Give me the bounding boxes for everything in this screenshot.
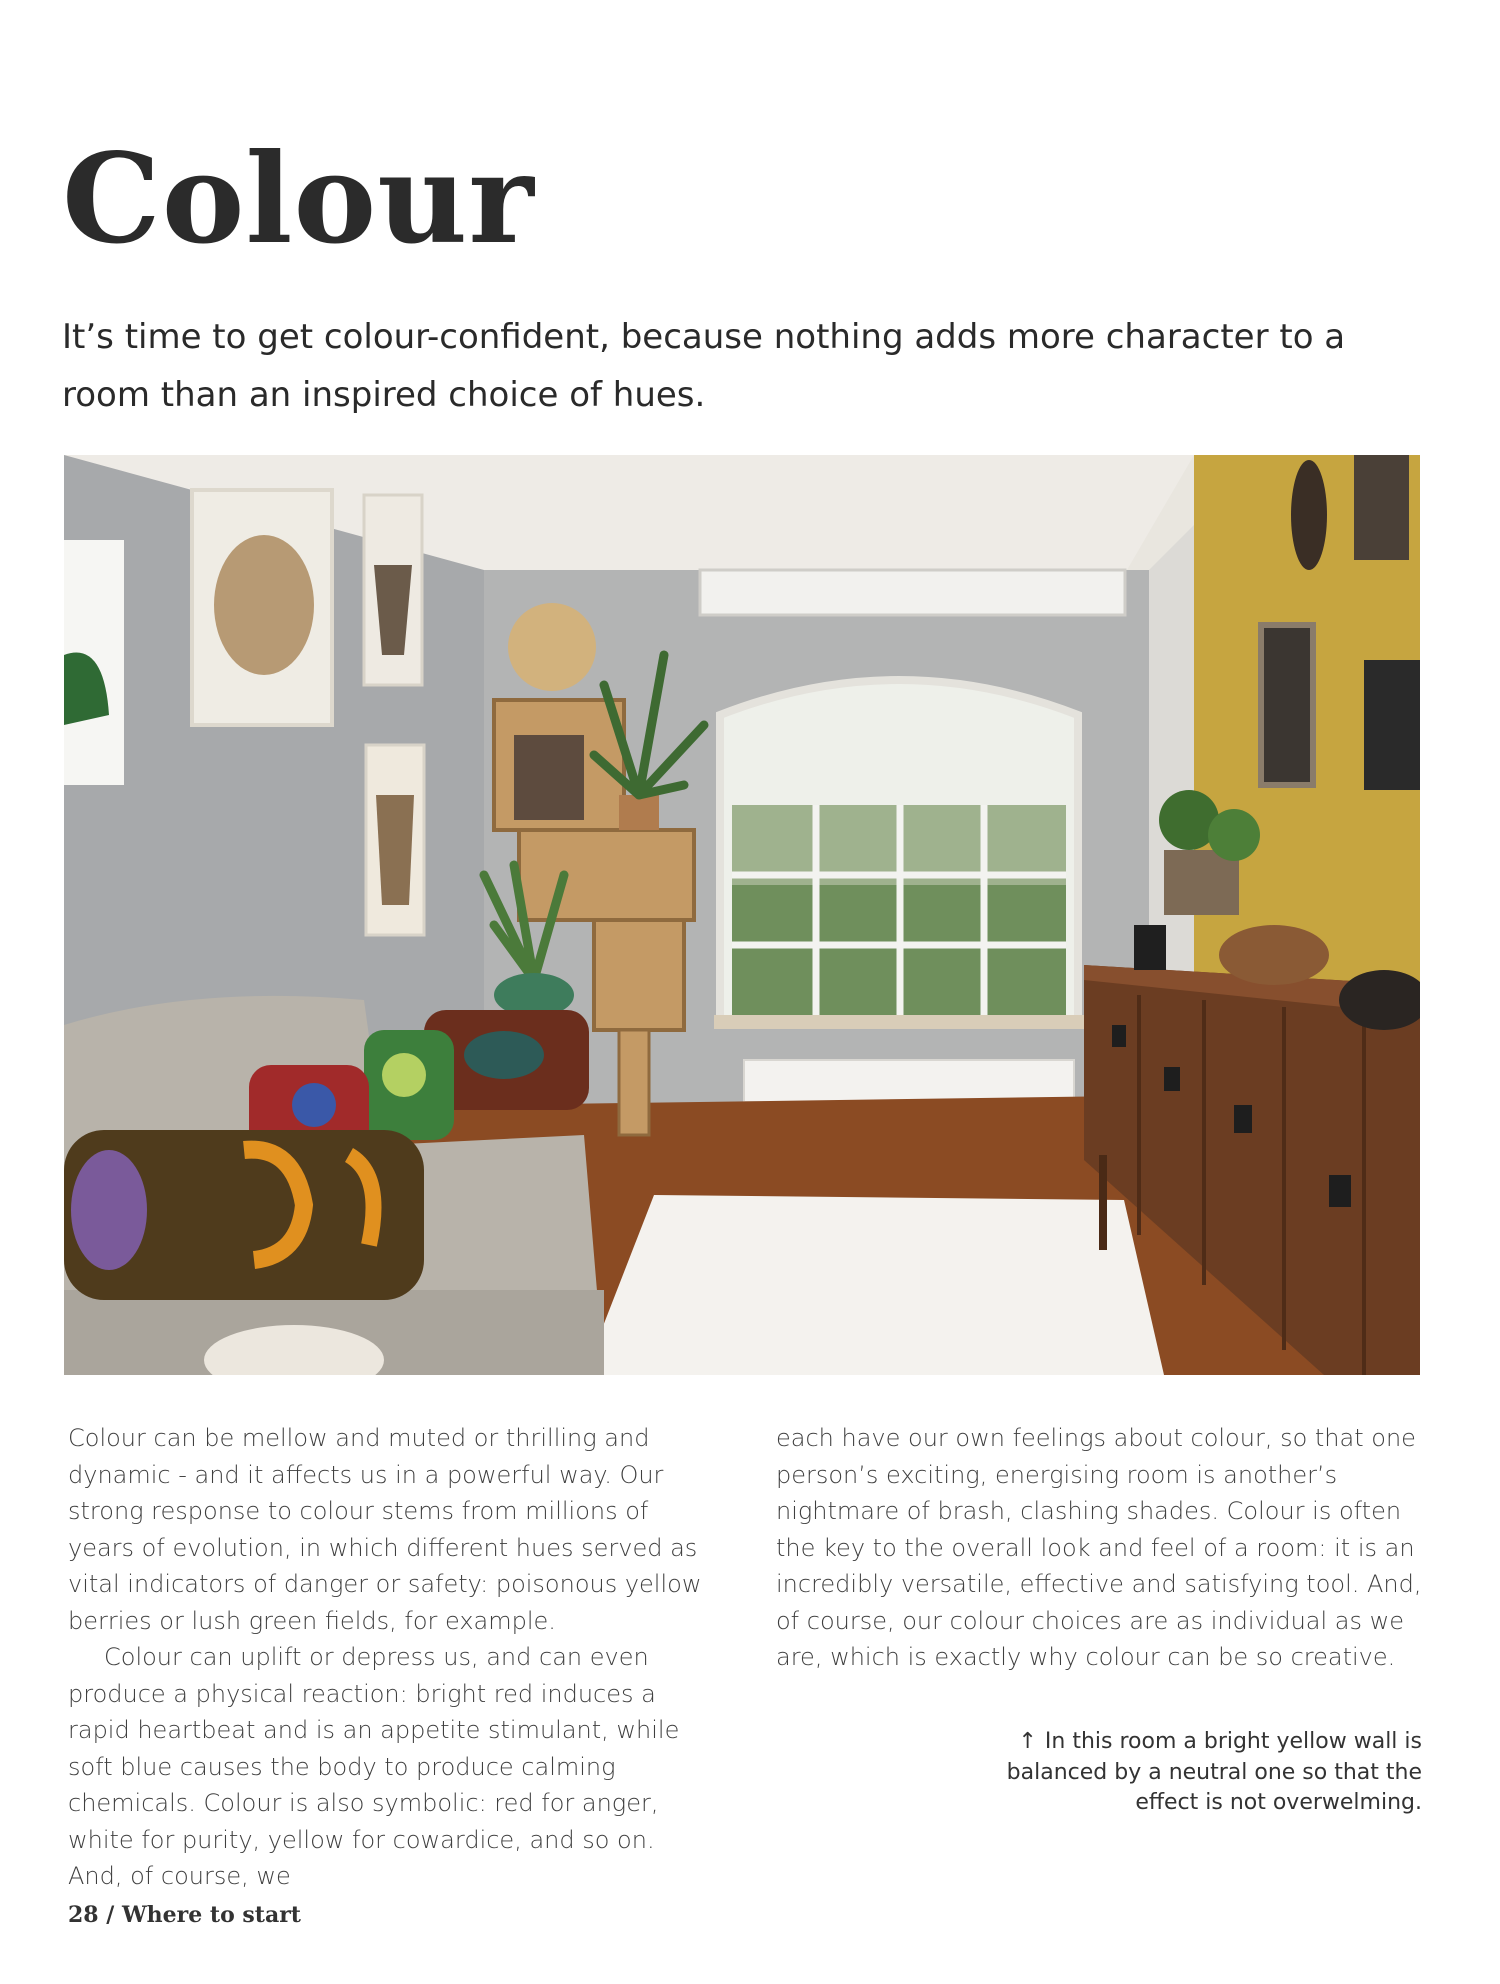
body-column-left — [68, 1420, 704, 1895]
living-room-illustration — [64, 455, 1420, 1375]
page-folio: 28 / Where to start — [68, 1902, 301, 1928]
standfirst: It’s time to get colour-confident, because nothing adds more character to a room than an inspired choice of hues. — [62, 317, 1346, 415]
arrow-up-icon: ↑ — [1018, 1729, 1037, 1754]
body-column-right — [776, 1420, 1424, 1676]
photo-caption — [1000, 1727, 1422, 1819]
body-paragraph-2: Colour can uplift or depress us, and can even produce a physical reaction: bright red induces a rapid heartbeat and is an appetite stimulant, while soft blue causes the body to produce calming chemicals. Colour is also symbolic: red for anger, white for purity, yellow for cowardice, and so on. And, of course, we — [68, 1643, 680, 1890]
living-room-photo — [64, 455, 1420, 1375]
caption-text: In this room a bright yellow wall is balanced by a neutral one so that the effect is not overwelming. — [1006, 1729, 1422, 1815]
page-title: Colour — [62, 127, 535, 272]
body-paragraph-3: each have our own feelings about colour, so that one person’s exciting, energising room is another’s nightmare of brash, clashing shades. Colour is often the key to the overall look and feel of a room: it is an incredibly versatile, effective and satisfying tool. And, of course, our colour choices are as individual as we are, which is exactly why colour can be so creative. — [776, 1424, 1422, 1671]
body-paragraph-1: Colour can be mellow and muted or thrilling and dynamic - and it affects us in a powerful way. Our strong response to colour stems from millions of years of evolution, in which different hues served as vital indicators of danger or safety: poisonous yellow berries or lush green fields, for example. — [68, 1424, 702, 1635]
